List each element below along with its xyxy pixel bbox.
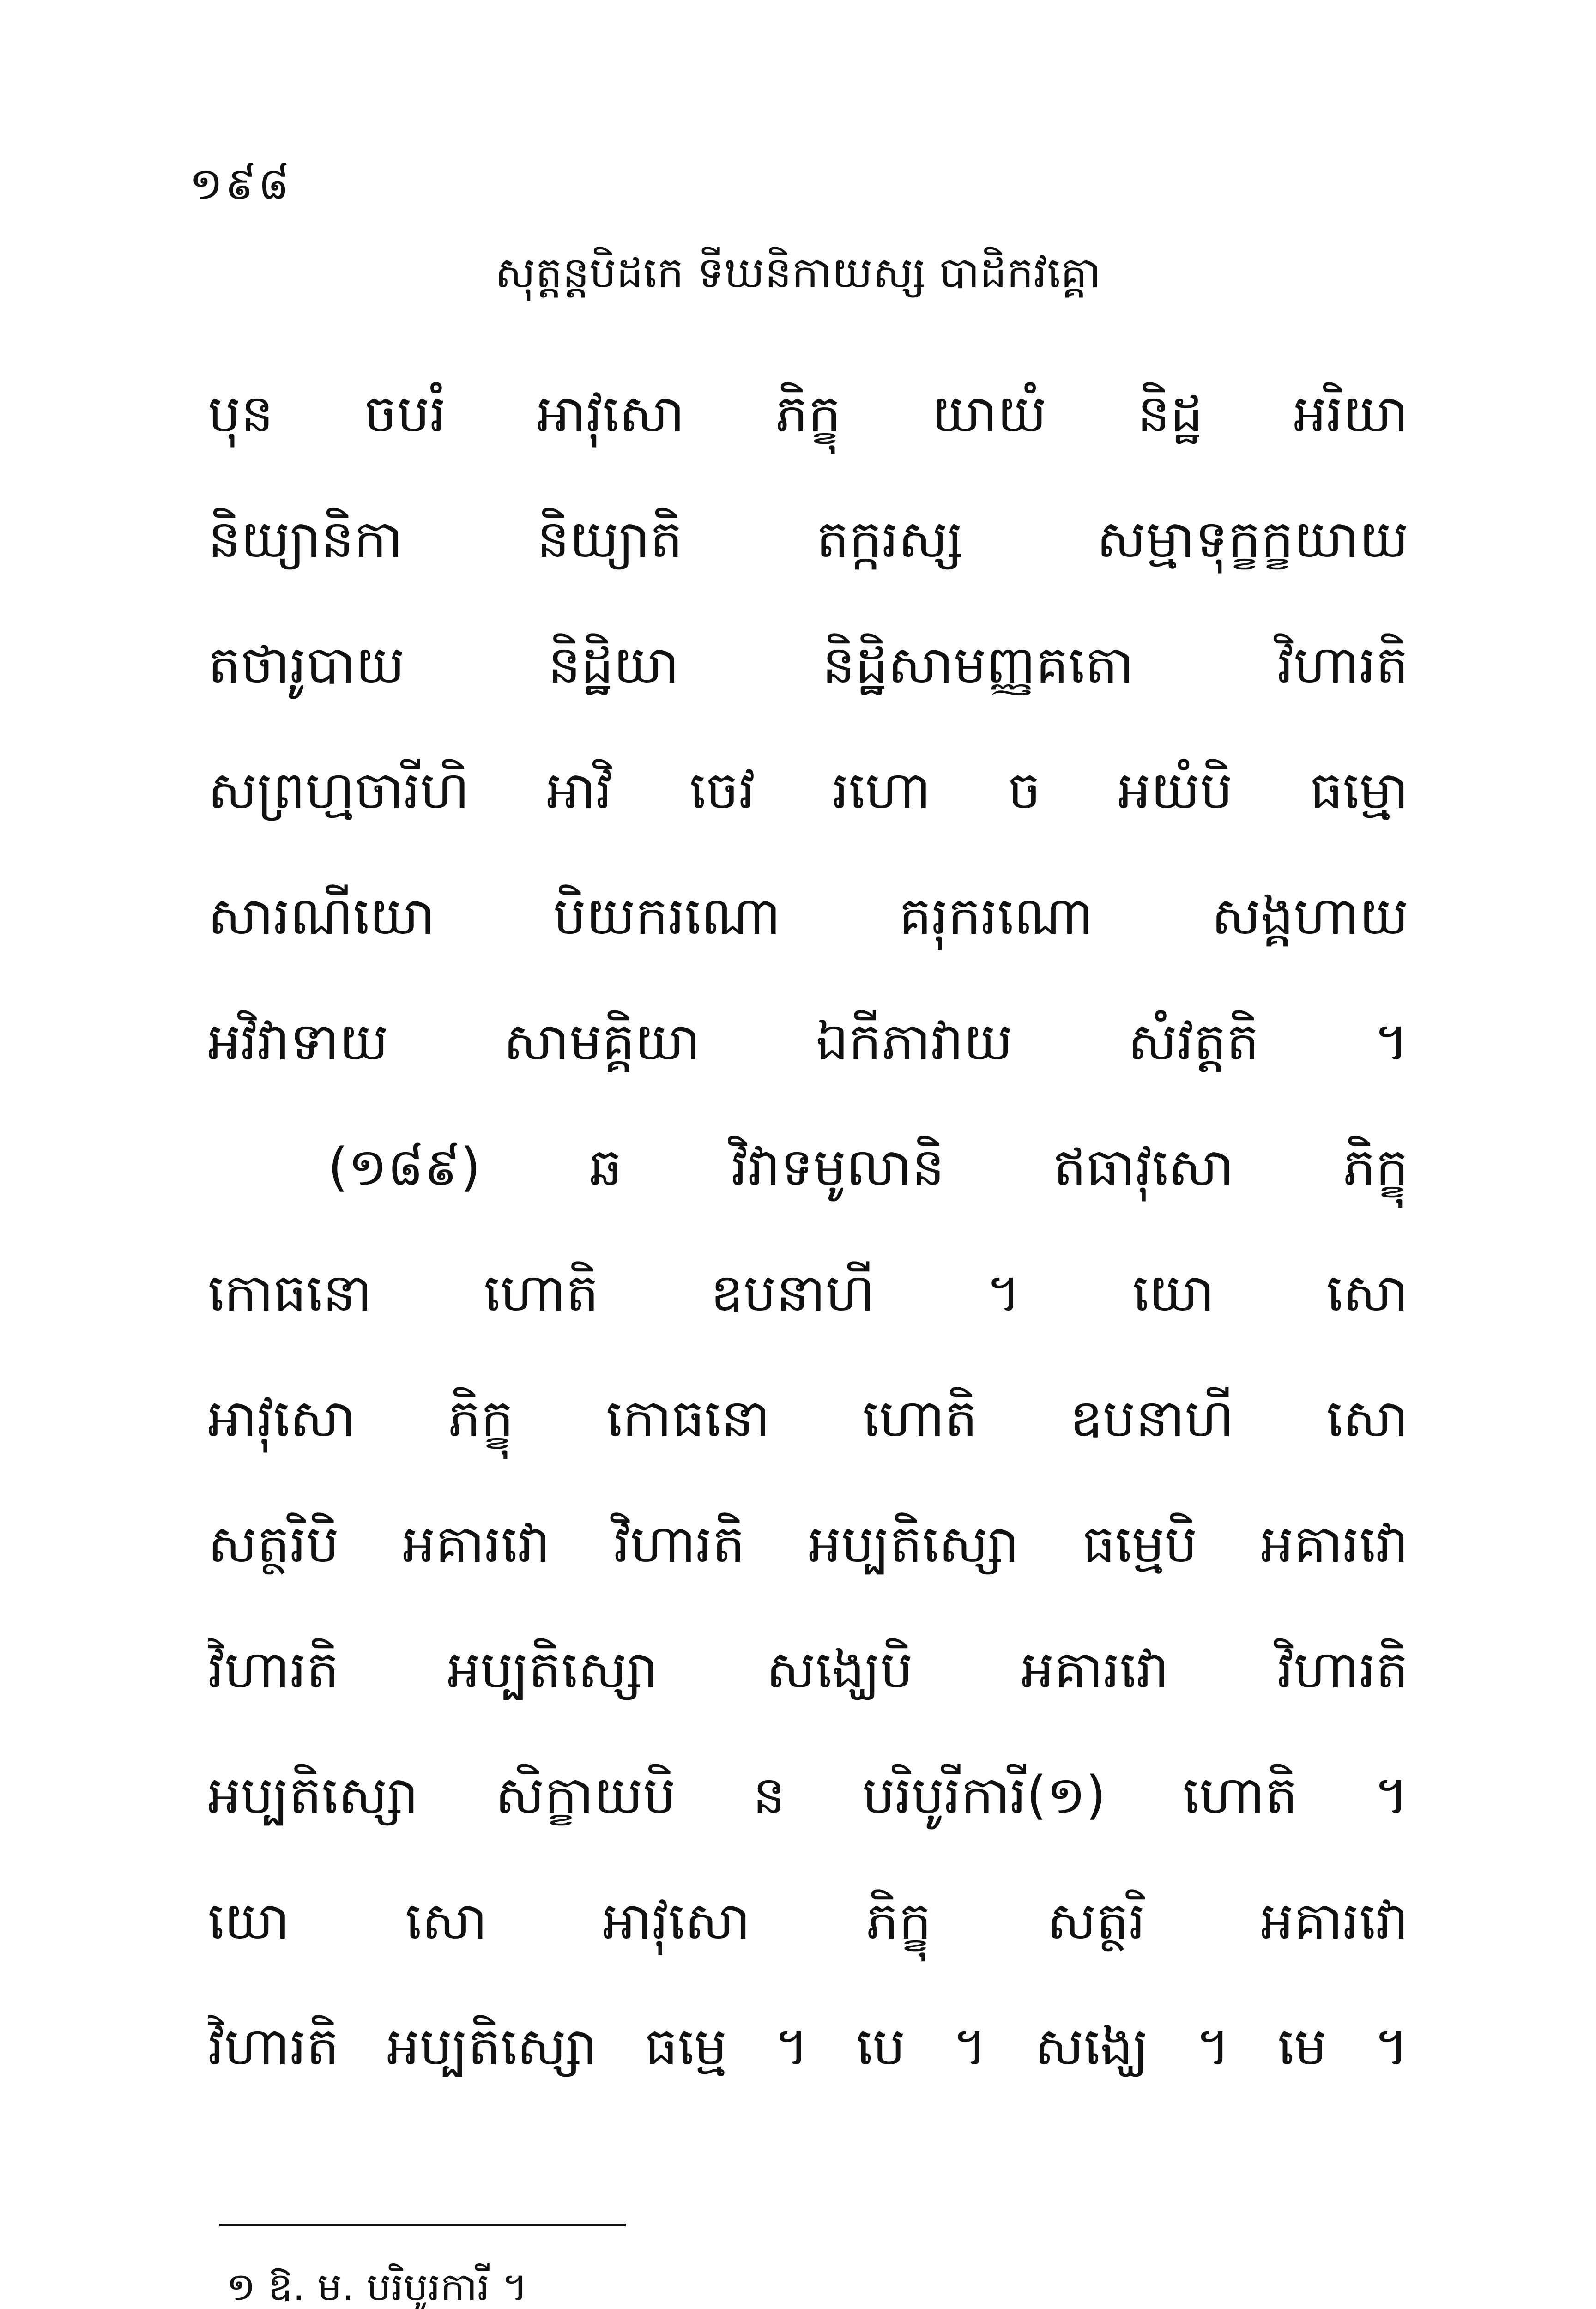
body-text xyxy=(208,351,1409,2110)
text-line xyxy=(208,1356,1409,1481)
page-number: ១៩៨ xyxy=(189,158,291,210)
line-text: តថារូបាយ និដ្ឋិយា និដ្ឋិសាមញ្ញគតោ វិហារតិ xyxy=(208,635,1409,695)
text-line xyxy=(208,979,1409,1105)
line-text: និយ្យានិកា និយ្យាតិ តក្ករស្ស សម្មាទុក្ខក្ខយាយ xyxy=(208,509,1409,569)
text-line xyxy=(208,728,1409,853)
line-text: សារណីយោ បិយករណោ គរុករណោ សង្គហាយ xyxy=(208,886,1409,946)
text-line xyxy=(208,1858,1409,1984)
text-line xyxy=(208,1984,1409,2110)
line-text: អប្បតិស្សោ សិក្ខាយបិ ន បរិបូរីការី(១) ហោតិ ។ xyxy=(208,1765,1409,1825)
running-header: សុត្តន្តបិដកេ ទីឃនិកាយស្ស បាដិកវគ្គោ xyxy=(495,248,1101,297)
text-line xyxy=(208,351,1409,477)
line-text: កោធនោ ហោតិ ឧបនាហី ។ យោ សោ xyxy=(208,1263,1409,1323)
footnote-divider xyxy=(219,2224,626,2226)
line-text: សព្រហ្មចារីហិ អាវិ ចេវ រហោ ច អយំបិ ធម្មោ xyxy=(208,761,1409,821)
line-text: អវិវាទាយ សាមគ្គិយា ឯកីភាវាយ សំវត្តតិ ។ xyxy=(208,1012,1409,1072)
line-text: សត្ថរិបិ អគារវោ វិហារតិ អប្បតិស្សោ ធម្មេបិ អគារវោ xyxy=(208,1514,1409,1574)
line-text: អាវុសោ ភិក្ខុ កោធនោ ហោតិ ឧបនាហី សោ xyxy=(208,1389,1409,1449)
line-text: (១៨៩) ឆ វិវាទមូលានិ ឥធាវុសោ ភិក្ខុ xyxy=(328,1137,1409,1197)
footnote: ១ ឱ. ម. បរិបូរការី ។ xyxy=(226,2264,528,2309)
text-line xyxy=(208,1607,1409,1733)
line-text: វិហារតិ អប្បតិស្សោ សង្ឃេបិ អគារវោ វិហារតិ xyxy=(208,1640,1409,1700)
text-line xyxy=(208,1105,1409,1230)
text-line xyxy=(208,1230,1409,1356)
line-text: បុន ចបរំ អាវុសោ ភិក្ខុ យាយំ និដ្ឋ អរិយា xyxy=(208,384,1409,444)
text-line xyxy=(208,602,1409,728)
line-text: យោ សោ អាវុសោ ភិក្ខុ សត្ថរិ អគារវោ xyxy=(208,1891,1409,1951)
text-line xyxy=(208,1733,1409,1858)
text-line xyxy=(208,1481,1409,1607)
text-line xyxy=(208,853,1409,979)
text-line xyxy=(208,477,1409,602)
line-text: វិហារតិ អប្បតិស្សោ ធម្មេ ។ បេ ។ សង្ឃេ ។ មេ ។ xyxy=(208,2017,1409,2077)
